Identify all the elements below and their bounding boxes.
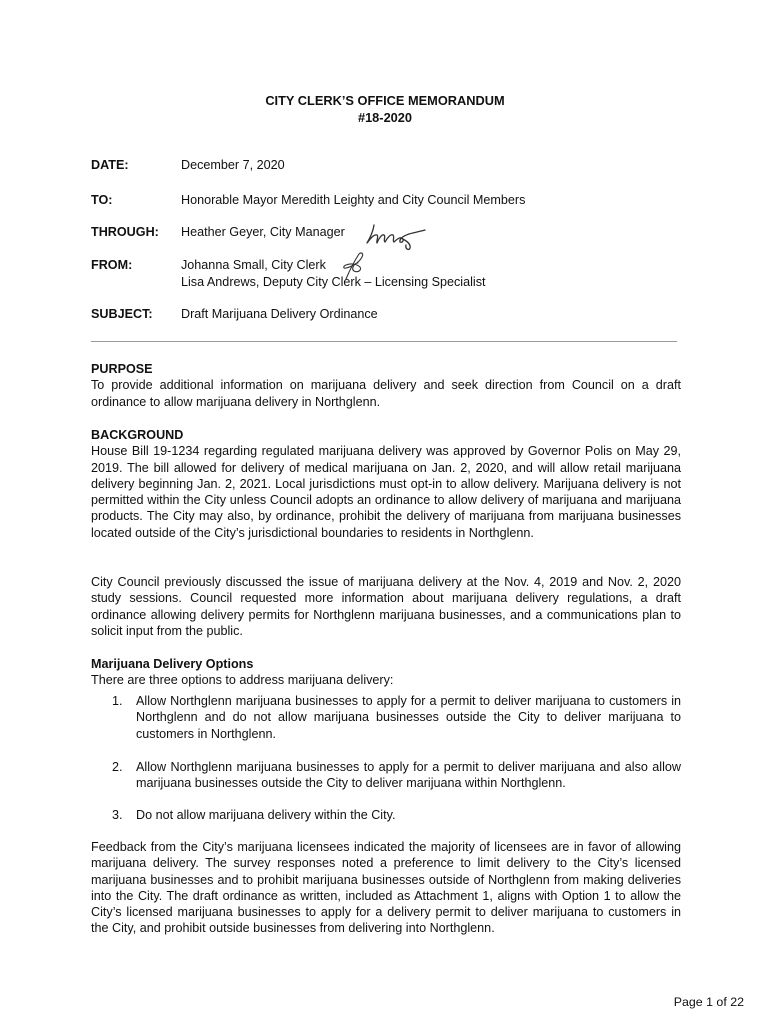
options-list — [112, 693, 681, 742]
date-label: DATE: — [91, 158, 129, 172]
options-list-2 — [112, 759, 681, 792]
feedback-block — [91, 839, 681, 937]
option-number: 1. — [112, 694, 123, 708]
options-intro: There are three options to address marijuana delivery: — [91, 673, 394, 688]
background-section — [91, 427, 681, 541]
option-text: Do not allow marijuana delivery within the City. — [136, 808, 396, 822]
option-item — [112, 759, 681, 792]
header-divider — [91, 341, 677, 342]
through-label: THROUGH: — [91, 225, 159, 239]
option-number: 3. — [112, 808, 123, 822]
memo-title: CITY CLERK’S OFFICE MEMORANDUM — [265, 93, 505, 108]
to-row — [91, 193, 691, 211]
memo-number: #18-2020 — [357, 110, 413, 125]
option-text: Allow Northglenn marijuana businesses to apply for a permit to deliver marijuana and also allow marijuana businesses outside the City to deliver marijuana within Northglenn. — [136, 760, 681, 791]
to-label: TO: — [91, 193, 113, 207]
options-section — [91, 656, 681, 689]
subject-label: SUBJECT: — [91, 307, 153, 321]
date-row — [91, 158, 691, 176]
option-item — [112, 807, 681, 823]
from-row-2 — [91, 275, 691, 293]
to-value: Honorable Mayor Meredith Leighty and City Council Members — [181, 193, 526, 207]
background-paragraph-2-block — [91, 574, 681, 639]
background-paragraph-1: House Bill 19-1234 regarding regulated marijuana delivery was approved by Governor Polis on May 29, 2019. The bill allowed for delivery of medical marijuana on Jan. 2, 2020, and will allow retail marijuana delivery beginning Jan. 2, 2021. Local jurisdictions must opt-in to allow delivery. Marijuana delivery is not permitted within the City unless Council adopts an ordinance to allow delivery of marijuana and marijuana products. The City may also, by ordinance, prohibit the delivery of marijuana from marijuana businesses located outside of the City’s jurisdictional boundaries to residents in Northglenn. — [91, 444, 681, 540]
purpose-text: To provide additional information on marijuana delivery and seek direction from Council on a draft ordinance to allow marijuana delivery in Northglenn. — [91, 378, 681, 409]
through-value: Heather Geyer, City Manager — [181, 225, 345, 239]
option-text: Allow Northglenn marijuana businesses to apply for a permit to deliver marijuana to customers in Northglenn and do not allow marijuana businesses outside the City to deliver marijuana to customers in Northglenn. — [136, 694, 681, 741]
option-number: 2. — [112, 760, 123, 774]
options-heading: Marijuana Delivery Options — [91, 657, 254, 671]
from-row — [91, 258, 691, 276]
option-item — [112, 693, 681, 742]
options-list-3 — [112, 807, 681, 823]
city-clerk-signature — [340, 248, 366, 284]
from-label: FROM: — [91, 258, 133, 272]
purpose-section — [91, 361, 681, 410]
background-heading: BACKGROUND — [91, 428, 184, 442]
from-value-2: Lisa Andrews, Deputy City Clerk – Licensing Specialist — [181, 275, 486, 289]
feedback-paragraph: Feedback from the City’s marijuana licensees indicated the majority of licensees are in favor of allowing marijuana delivery. The survey responses noted a preference to limit delivery to the City’s licensed marijuana businesses and to prohibit marijuana businesses outside of Northglenn from making deliveries into the City. The draft ordinance as written, included as Attachment 1, aligns with Option 1 to allow the City’s licensed marijuana businesses to apply for a delivery permit to deliver marijuana to customers in the City, and prohibit outside businesses from delivering into Northglenn. — [91, 840, 681, 936]
background-paragraph-2: City Council previously discussed the issue of marijuana delivery at the Nov. 4, 2019 and Nov. 2, 2020 study sessions. Council requested more information about marijuana delivery regulations, a draft ordinance allowing delivery permits for Northglenn marijuana businesses, and a communications plan to solicit input from the public. — [91, 575, 681, 638]
from-value-1: Johanna Small, City Clerk — [181, 258, 326, 272]
subject-row — [91, 307, 691, 325]
city-manager-signature — [364, 218, 428, 252]
date-value: December 7, 2020 — [181, 158, 285, 172]
page-number: Page 1 of 22 — [673, 995, 744, 1009]
subject-value: Draft Marijuana Delivery Ordinance — [181, 307, 378, 321]
purpose-heading: PURPOSE — [91, 362, 153, 376]
